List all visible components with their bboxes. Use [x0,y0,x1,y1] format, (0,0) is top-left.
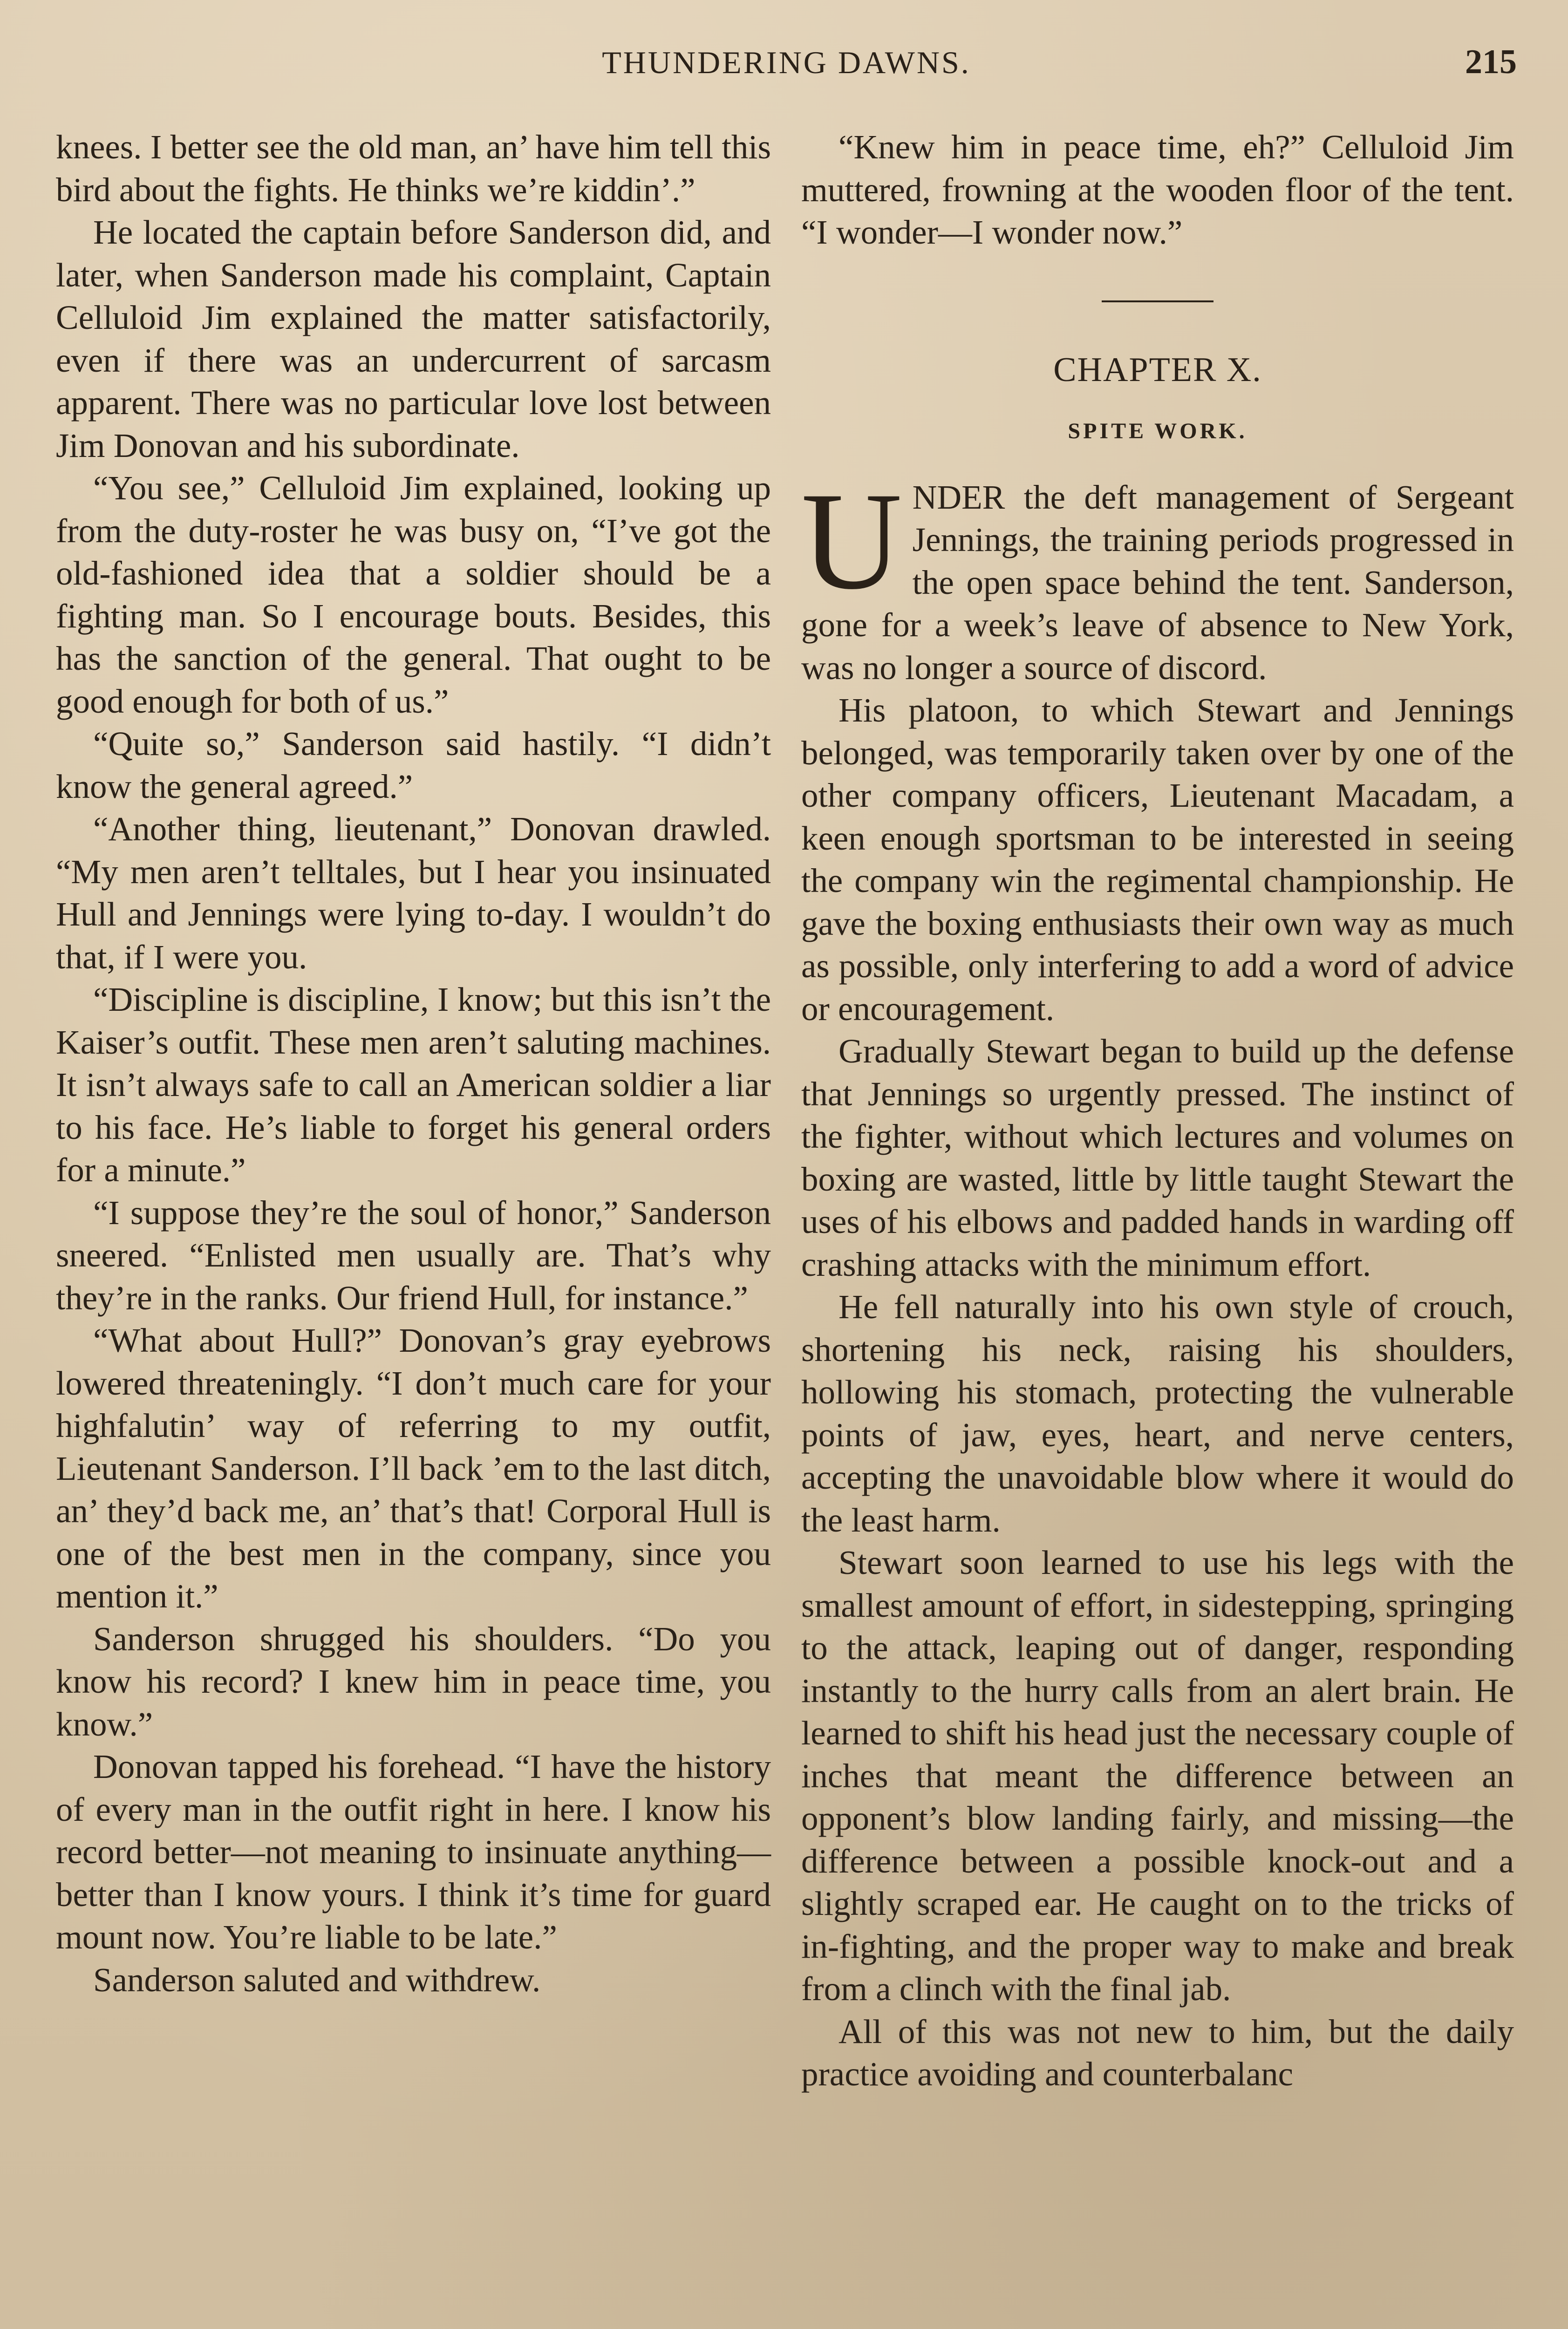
paragraph: Sanderson saluted and withdrew. [93,1961,541,1999]
chapter-opening-paragraph [801,463,1514,689]
paragraph: “Knew him in peace time, eh?” Celluloid Jim muttered, frowning at the wooden floor of the tent. “I wonder—I wonder now.” [801,128,1514,251]
page-header [56,44,1517,95]
paragraph: knees. I better see the old man, an’ have him tell this bird about the fights. He thinks we’re kiddin’.” [56,128,771,209]
paragraph: He fell naturally into his own style of crouch, shortening his neck, raising his shoulders, hollowing his stomach, protecting the vulnerable points of jaw, eyes, heart, and nerve centers, accepting the unavoidable blow where it would do the least harm. [801,1288,1514,1539]
paragraph: He located the captain before Sanderson did, and later, when Sanderson made his complaint, Captain Celluloid Jim explained the matter satisfactorily, even if there was an undercurrent of sarcasm apparent. There was no particular love lost between Jim Donovan and his subordinate. [56,213,771,464]
chapter-heading: CHAPTER X. [1053,350,1262,389]
paragraph: “Another thing, lieutenant,” Donovan drawled. “My men aren’t telltales, but I hear you insinuated Hull and Jennings were lying to-day. I wouldn’t do that, if I were you. [56,810,771,976]
paragraph: “Discipline is discipline, I know; but this isn’t the Kaiser’s outfit. These men aren’t saluting machines. It isn’t always safe to call an American soldier a liar to his face. He’s liable to forget his general orders for a minute.” [56,981,771,1189]
page-number: 215 [1465,43,1517,81]
paragraph: “What about Hull?” Donovan’s gray eyebrows lowered threateningly. “I don’t much care for your highfalutin’ way of referring to my outfit, Lieutenant Sanderson. I’ll back ’em to the last ditch, an’ they’d back me, an’ that’s that! Corporal Hull is one of the best men in the company, since you mention it.” [56,1321,771,1615]
left-column [56,126,771,2001]
section-divider [1102,300,1213,302]
paragraph: “Quite so,” Sanderson said hastily. “I didn’t know the general agreed.” [56,725,771,805]
opening-text: NDER the deft management of Sergeant Jennings, the training periods progressed in the open space behind the tent. Sanderson, gone for a week’s leave of absence to New York, was no longer a source of discord. [801,478,1514,687]
paragraph: Donovan tapped his forehead. “I have the history of every man in the outfit right in here. I know his record better—not meaning to insinuate anything—better than I know yours. I think it’s time for guard mount now. You’re liable to be late.” [56,1748,771,1956]
paragraph: Stewart soon learned to use his legs with the smallest amount of effort, in sidestepping, springing to the attack, leaping out of danger, responding instantly to the hurry calls from an alert brain. He learned to shift his head just the necessary couple of inches that meant the difference between an opponent’s blow landing fairly, and missing—the difference between a possible knock-out and a slightly scraped ear. He caught on to the tricks of in-fighting, and the proper way to make and break from a clinch with the final jab. [801,1544,1514,2008]
paragraph: His platoon, to which Stewart and Jennings belonged, was temporarily taken over by one of the other company officers, Lieutenant Macadam, a keen enough sportsman to be interested in seeing the company win the regimental championship. He gave the boxing enthusiasts their own way as much as possible, only interfering to add a word of advice or encouragement. [801,691,1514,1028]
chapter-subtitle: SPITE WORK. [1068,419,1248,443]
paragraph: All of this was not new to him, but the daily practice avoiding and counterbalanc [801,2012,1514,2093]
paragraph: Sanderson shrugged his shoulders. “Do you know his record? I knew him in peace time, you know.” [56,1620,771,1743]
paragraph: “You see,” Celluloid Jim explained, looking up from the duty-roster he was busy on, “I’ve got the old-fashioned idea that a soldier should be a fighting man. So I encourage bouts. Besides, this has the sanction of the general. That ought to be good enough for both of us.” [56,469,771,720]
running-title: THUNDERING DAWNS. [602,45,971,80]
drop-cap: U [801,463,902,618]
paragraph: Gradually Stewart began to build up the defense that Jennings so urgently pressed. The instinct of the fighter, without which lectures and volumes on boxing are wasted, little by little taught Stewart the uses of his elbows and padded hands in warding off crashing attacks with the minimum effort. [801,1032,1514,1283]
right-column [801,126,1514,2096]
paragraph: “I suppose they’re the soul of honor,” Sanderson sneered. “Enlisted men usually are. That’s why they’re in the ranks. Our friend Hull, for instance.” [56,1193,771,1317]
